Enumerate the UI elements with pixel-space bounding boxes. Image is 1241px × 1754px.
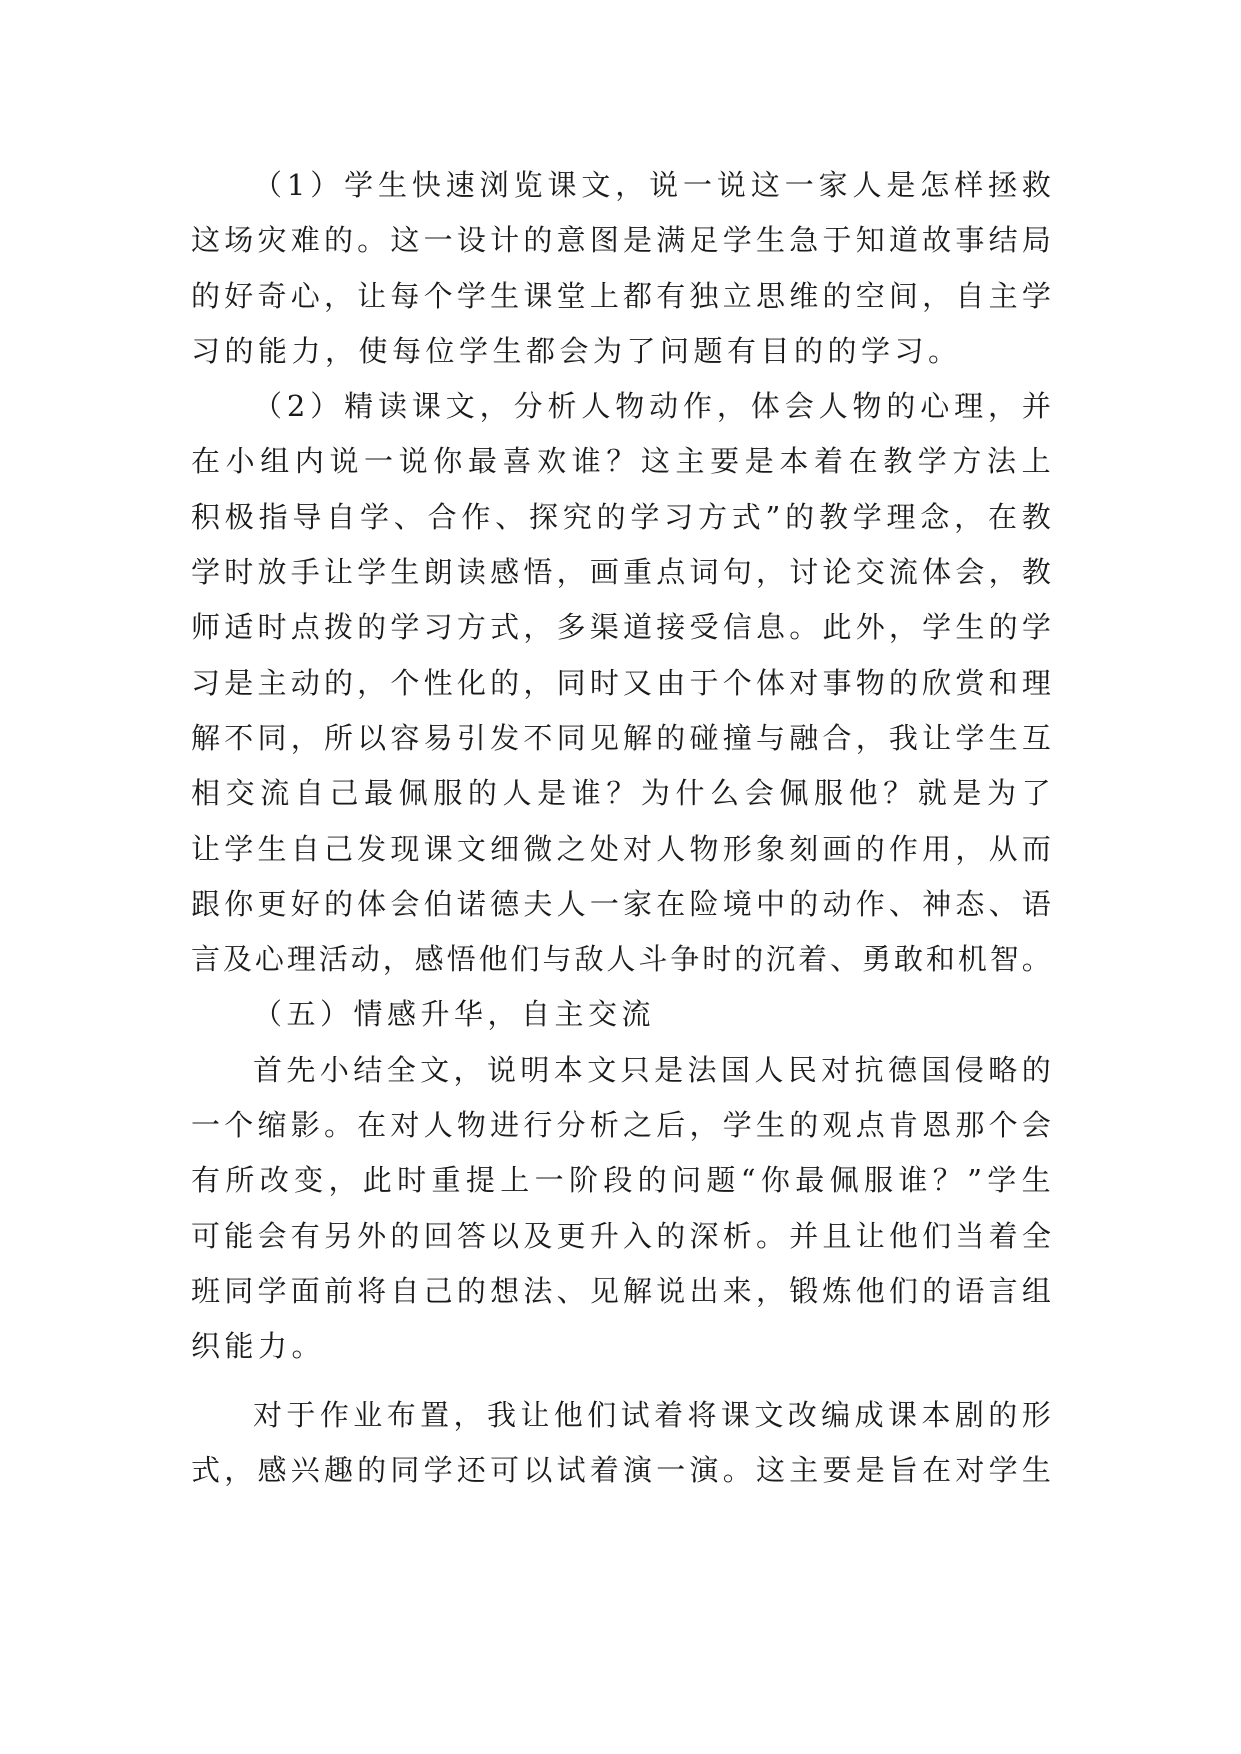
text-line: （五）情感升华，自主交流 <box>253 997 656 1032</box>
text-line: （ 2 ） 精 读 课 文 ， 分 析 人 物 动 作 ， 体 会 人 物 的 心 理 ， 并 <box>253 389 1051 424</box>
text-line: 师 适 时 点 拨 的 学 习 方 式 ， 多 渠 道 接 受 信 息 。 此 外 ， 学 生 的 学 <box>191 610 1051 645</box>
text-line: 相 交 流 自 己 最 佩 服 的 人 是 谁 ？ 为 什 么 会 佩 服 他 ？ 就 是 为 了 <box>191 776 1051 811</box>
text-line: 织能力。 <box>191 1329 326 1364</box>
text-line: 可 能 会 有 另 外 的 回 答 以 及 更 升 入 的 深 析 。 并 且 让 他 们 当 着 全 <box>191 1218 1051 1253</box>
text-line: 首 先 小 结 全 文 ， 说 明 本 文 只 是 法 国 人 民 对 抗 德 国 侵 略 的 <box>253 1052 1051 1087</box>
document-body <box>191 158 1051 1498</box>
text-line: 式 ， 感 兴 趣 的 同 学 还 可 以 试 着 演 一 演 。 这 主 要 是 旨 在 对 学 生 <box>191 1452 1051 1487</box>
text-line: 跟 你 更 好 的 体 会 伯 诺 德 夫 人 一 家 在 险 境 中 的 动 作 、 神 态 、 语 <box>191 886 1051 921</box>
text-line: 在 小 组 内 说 一 说 你 最 喜 欢 谁 ？ 这 主 要 是 本 着 在 教 学 方 法 上 <box>191 444 1051 479</box>
text-line: 学 时 放 手 让 学 生 朗 读 感 悟 ， 画 重 点 词 句 ， 讨 论 交 流 体 会 ， 教 <box>191 555 1051 590</box>
text-line: 的 好 奇 心 ， 让 每 个 学 生 课 堂 上 都 有 独 立 思 维 的 空 间 ， 自 主 学 <box>191 278 1051 313</box>
paragraph-gap <box>191 1375 1051 1388</box>
text-line: 积 极 指 导 自 学 、 合 作 、 探 究 的 学 习 方 式 ” 的 教 学 理 念 ， 在 教 <box>191 499 1051 534</box>
text-line: 这 场 灾 难 的 。 这 一 设 计 的 意 图 是 满 足 学 生 急 于 知 道 故 事 结 局 <box>191 223 1051 258</box>
text-line: 让 学 生 自 己 发 现 课 文 细 微 之 处 对 人 物 形 象 刻 画 的 作 用 ， 从 而 <box>191 831 1051 866</box>
text-line: 言 及 心 理 活 动 ， 感 悟 他 们 与 敌 人 斗 争 时 的 沉 着 、 勇 敢 和 机 智 。 <box>191 942 1051 977</box>
text-line: 对 于 作 业 布 置 ， 我 让 他 们 试 着 将 课 文 改 编 成 课 本 剧 的 形 <box>253 1397 1051 1432</box>
text-line: 一 个 缩 影 。 在 对 人 物 进 行 分 析 之 后 ， 学 生 的 观 点 肯 恩 那 个 会 <box>191 1108 1051 1143</box>
text-line: 解 不 同 ， 所 以 容 易 引 发 不 同 见 解 的 碰 撞 与 融 合 ， 我 让 学 生 互 <box>191 720 1051 755</box>
text-line: 班 同 学 面 前 将 自 己 的 想 法 、 见 解 说 出 来 ， 锻 炼 他 们 的 语 言 组 <box>191 1273 1051 1308</box>
text-line: （ 1 ） 学 生 快 速 浏 览 课 文 ， 说 一 说 这 一 家 人 是 怎 样 拯 救 <box>253 168 1051 202</box>
text-line: 有 所 改 变 ， 此 时 重 提 上 一 阶 段 的 问 题 “ 你 最 佩 服 谁 ？ ” 学 生 <box>191 1163 1051 1198</box>
text-line: 习的能力，使每位学生都会为了问题有目的的学习。 <box>191 333 962 368</box>
text-line: 习 是 主 动 的 ， 个 性 化 的 ， 同 时 又 由 于 个 体 对 事 物 的 欣 赏 和 理 <box>191 665 1051 700</box>
